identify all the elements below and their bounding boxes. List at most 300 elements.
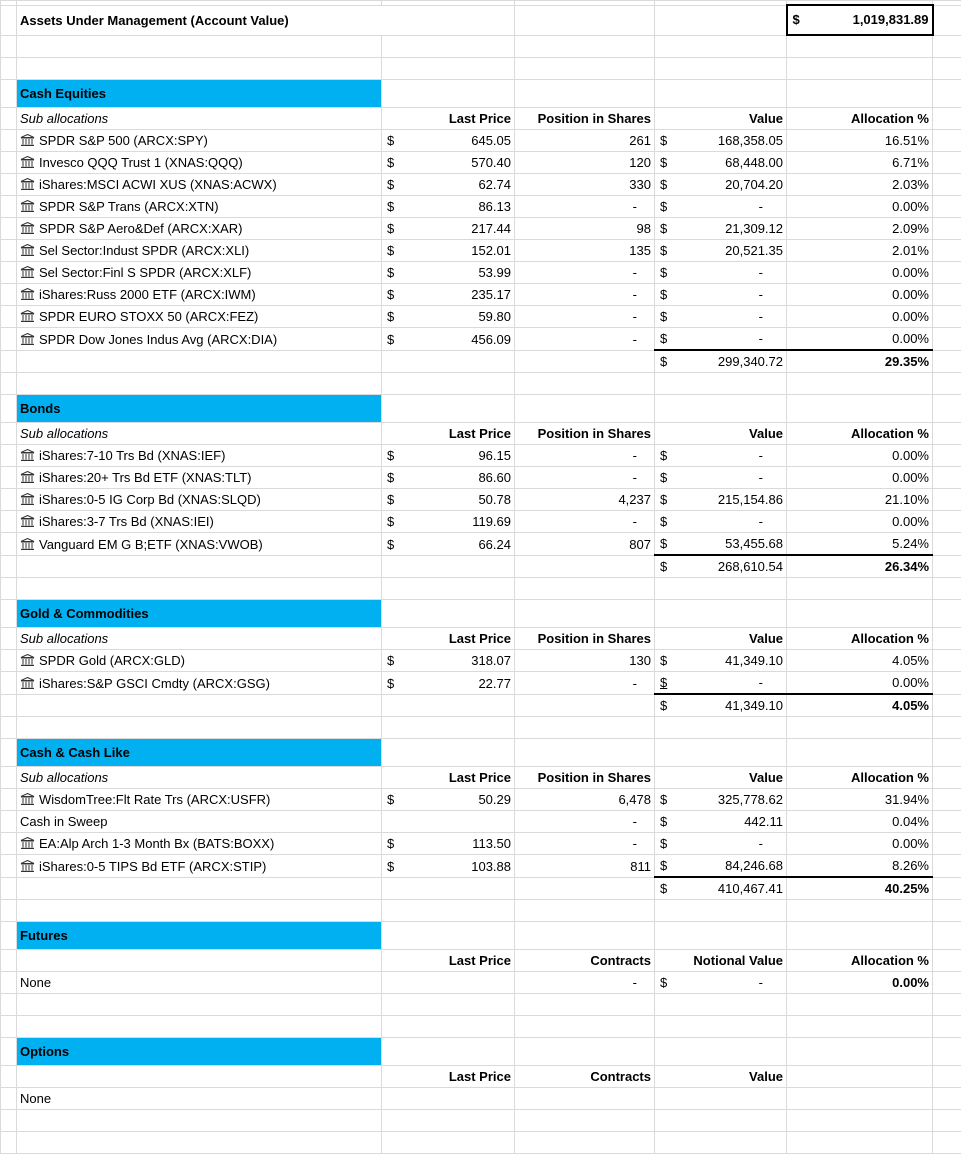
currency-symbol: $ bbox=[658, 196, 667, 217]
position-shares[interactable] bbox=[515, 174, 655, 196]
holding-name-cell[interactable] bbox=[17, 174, 382, 196]
allocation-pct[interactable]: 31.94% bbox=[787, 789, 933, 811]
holding-name-cell[interactable] bbox=[17, 328, 382, 351]
futures-contracts[interactable] bbox=[515, 972, 655, 994]
currency-symbol: $ bbox=[658, 262, 667, 283]
holding-row bbox=[1, 174, 961, 196]
holding-name: SPDR S&P Trans (ARCX:XTN) bbox=[39, 199, 219, 214]
section-total-row bbox=[1, 877, 961, 900]
position-shares[interactable] bbox=[515, 196, 655, 218]
currency-symbol: $ bbox=[658, 284, 667, 305]
holding-name-cell[interactable] bbox=[17, 262, 382, 284]
currency-symbol: $ bbox=[658, 351, 667, 372]
last-price[interactable] bbox=[382, 445, 515, 467]
allocation-pct[interactable]: 4.05% bbox=[787, 650, 933, 672]
section-total-value-value: 41,349.10 bbox=[725, 695, 783, 716]
position-shares-value: 811 bbox=[630, 859, 651, 874]
allocation-pct[interactable]: 0.00% bbox=[787, 328, 933, 351]
last-price[interactable] bbox=[382, 533, 515, 556]
currency-symbol: $ bbox=[385, 534, 394, 555]
section-total-value[interactable] bbox=[655, 350, 787, 373]
holding-value-value: - bbox=[759, 445, 783, 466]
section-title[interactable]: Options bbox=[17, 1038, 382, 1066]
position-shares[interactable] bbox=[515, 489, 655, 511]
currency-symbol: $ bbox=[385, 329, 394, 350]
holding-value[interactable] bbox=[655, 218, 787, 240]
col-header-allocation[interactable]: Allocation % bbox=[787, 423, 933, 445]
holding-name: SPDR S&P Aero&Def (ARCX:XAR) bbox=[39, 221, 243, 236]
currency-symbol: $ bbox=[658, 306, 667, 327]
bank-building-icon bbox=[20, 333, 35, 346]
holding-value[interactable] bbox=[655, 833, 787, 855]
holding-name-cell[interactable] bbox=[17, 467, 382, 489]
col-header-position[interactable]: Position in Shares bbox=[515, 108, 655, 130]
position-shares[interactable] bbox=[515, 811, 655, 833]
last-price[interactable] bbox=[382, 467, 515, 489]
section-total-row bbox=[1, 555, 961, 578]
holding-row bbox=[1, 833, 961, 855]
section-total-value-value: 299,340.72 bbox=[718, 351, 783, 372]
last-price-value: 22.77 bbox=[478, 673, 511, 694]
position-shares[interactable] bbox=[515, 467, 655, 489]
currency-symbol: $ bbox=[658, 130, 667, 151]
col-header-allocation[interactable]: Allocation % bbox=[787, 628, 933, 650]
position-shares[interactable] bbox=[515, 789, 655, 811]
allocation-pct[interactable]: 0.00% bbox=[787, 196, 933, 218]
bank-building-icon bbox=[20, 538, 35, 551]
position-shares[interactable] bbox=[515, 650, 655, 672]
last-price[interactable] bbox=[382, 789, 515, 811]
last-price[interactable] bbox=[382, 196, 515, 218]
last-price-value: 96.15 bbox=[478, 445, 511, 466]
section-header-cash_equities bbox=[1, 80, 961, 108]
last-price[interactable] bbox=[382, 240, 515, 262]
holding-value-value: 84,246.68 bbox=[725, 855, 783, 876]
currency-symbol: $ bbox=[791, 6, 800, 34]
holding-value-value: 20,704.20 bbox=[725, 174, 783, 195]
currency-symbol: $ bbox=[658, 533, 667, 554]
futures-notional[interactable] bbox=[655, 972, 787, 994]
last-price-value: 66.24 bbox=[478, 534, 511, 555]
holding-value[interactable] bbox=[655, 650, 787, 672]
col-header-last-price[interactable]: Last Price bbox=[382, 767, 515, 789]
holding-row bbox=[1, 328, 961, 351]
holding-name: Cash in Sweep bbox=[20, 814, 107, 829]
holding-name: Sel Sector:Indust SPDR (ARCX:XLI) bbox=[39, 243, 249, 258]
holding-value[interactable] bbox=[655, 240, 787, 262]
options-row bbox=[1, 1088, 961, 1110]
sub-allocations-label[interactable]: Sub allocations bbox=[17, 108, 382, 130]
holding-value[interactable] bbox=[655, 262, 787, 284]
position-shares[interactable] bbox=[515, 152, 655, 174]
holding-row bbox=[1, 262, 961, 284]
position-shares-value: 135 bbox=[629, 243, 651, 258]
position-shares[interactable] bbox=[515, 328, 655, 351]
section-header-futures bbox=[1, 922, 961, 950]
position-shares-value: - bbox=[633, 287, 651, 302]
currency-symbol: $ bbox=[658, 878, 667, 899]
section-total-row bbox=[1, 350, 961, 373]
last-price[interactable] bbox=[382, 672, 515, 695]
col-header-value[interactable]: Value bbox=[655, 108, 787, 130]
col-header-last-price[interactable]: Last Price bbox=[382, 1066, 515, 1088]
holding-value-value: 215,154.86 bbox=[718, 489, 783, 510]
last-price[interactable] bbox=[382, 174, 515, 196]
allocation-pct[interactable]: 0.04% bbox=[787, 811, 933, 833]
holding-value-value: 442.11 bbox=[744, 811, 783, 832]
futures-row bbox=[1, 972, 961, 994]
position-shares-value: - bbox=[633, 199, 651, 214]
position-shares-value: - bbox=[633, 470, 651, 485]
holding-row bbox=[1, 672, 961, 695]
holding-name: iShares:Russ 2000 ETF (ARCX:IWM) bbox=[39, 287, 256, 302]
col-header-contracts[interactable]: Contracts bbox=[515, 1066, 655, 1088]
holding-value-value: - bbox=[759, 284, 783, 305]
holding-name: Vanguard EM G B;ETF (XNAS:VWOB) bbox=[39, 537, 263, 552]
holding-name: EA:Alp Arch 1-3 Month Bx (BATS:BOXX) bbox=[39, 836, 274, 851]
col-header-position[interactable]: Position in Shares bbox=[515, 767, 655, 789]
section-title[interactable]: Futures bbox=[17, 922, 382, 950]
holding-value-value: - bbox=[759, 262, 783, 283]
last-price-value: 570.40 bbox=[471, 152, 511, 173]
position-shares[interactable] bbox=[515, 218, 655, 240]
allocation-pct[interactable]: 0.00% bbox=[787, 833, 933, 855]
col-header-last-price[interactable]: Last Price bbox=[382, 628, 515, 650]
position-shares[interactable] bbox=[515, 240, 655, 262]
sub-allocations-label[interactable]: Sub allocations bbox=[17, 767, 382, 789]
holding-name: iShares:MSCI ACWI XUS (XNAS:ACWX) bbox=[39, 177, 277, 192]
column-header-row bbox=[1, 767, 961, 789]
last-price-value: 456.09 bbox=[471, 329, 511, 350]
last-price-value: 113.50 bbox=[472, 833, 511, 854]
holding-value-value: - bbox=[759, 833, 783, 854]
bank-building-icon bbox=[20, 471, 35, 484]
col-header-allocation[interactable]: Allocation % bbox=[787, 767, 933, 789]
section-header-options bbox=[1, 1038, 961, 1066]
section-total-allocation[interactable]: 29.35% bbox=[787, 350, 933, 373]
section-title[interactable]: Bonds bbox=[17, 395, 382, 423]
holding-row bbox=[1, 489, 961, 511]
last-price[interactable] bbox=[382, 130, 515, 152]
holding-name: iShares:0-5 TIPS Bd ETF (ARCX:STIP) bbox=[39, 859, 266, 874]
last-price[interactable] bbox=[382, 511, 515, 533]
bank-building-icon bbox=[20, 222, 35, 235]
position-shares[interactable] bbox=[515, 855, 655, 878]
column-header-row bbox=[1, 950, 961, 972]
allocation-pct[interactable]: 5.24% bbox=[787, 533, 933, 556]
holding-name-cell[interactable] bbox=[17, 672, 382, 695]
holding-value[interactable] bbox=[655, 174, 787, 196]
bank-building-icon bbox=[20, 178, 35, 191]
sub-allocations-label[interactable]: Sub allocations bbox=[17, 628, 382, 650]
holding-name-cell[interactable] bbox=[17, 533, 382, 556]
bank-building-icon bbox=[20, 515, 35, 528]
holding-row bbox=[1, 855, 961, 878]
currency-symbol: $ bbox=[385, 489, 394, 510]
holding-name-cell[interactable] bbox=[17, 218, 382, 240]
section-total-value[interactable] bbox=[655, 877, 787, 900]
currency-symbol: $ bbox=[658, 695, 667, 716]
bank-building-icon bbox=[20, 493, 35, 506]
holding-row bbox=[1, 306, 961, 328]
position-shares-value: 330 bbox=[629, 177, 651, 192]
col-header-notional[interactable]: Notional Value bbox=[655, 950, 787, 972]
holding-name-cell[interactable] bbox=[17, 240, 382, 262]
currency-symbol: $ bbox=[385, 130, 394, 151]
holding-value[interactable] bbox=[655, 855, 787, 878]
holding-value[interactable] bbox=[655, 789, 787, 811]
sub-allocations-label[interactable]: Sub allocations bbox=[17, 423, 382, 445]
allocation-pct[interactable]: 6.71% bbox=[787, 152, 933, 174]
last-price[interactable] bbox=[382, 284, 515, 306]
holding-name: WisdomTree:Flt Rate Trs (ARCX:USFR) bbox=[39, 792, 270, 807]
holding-value[interactable] bbox=[655, 306, 787, 328]
holding-name: iShares:0-5 IG Corp Bd (XNAS:SLQD) bbox=[39, 492, 261, 507]
allocation-pct[interactable]: 0.00% bbox=[787, 467, 933, 489]
last-price[interactable] bbox=[382, 855, 515, 878]
bank-building-icon bbox=[20, 449, 35, 462]
holding-value-value: 68,448.00 bbox=[725, 152, 783, 173]
futures-none-label[interactable]: None bbox=[17, 972, 382, 994]
holding-name-cell[interactable] bbox=[17, 833, 382, 855]
position-shares[interactable] bbox=[515, 284, 655, 306]
bank-building-icon bbox=[20, 793, 35, 806]
allocation-pct[interactable]: 2.09% bbox=[787, 218, 933, 240]
allocation-pct[interactable]: 21.10% bbox=[787, 489, 933, 511]
last-price[interactable] bbox=[382, 489, 515, 511]
allocation-pct[interactable]: 2.03% bbox=[787, 174, 933, 196]
currency-symbol: $ bbox=[658, 972, 667, 993]
currency-symbol: $ bbox=[658, 218, 667, 239]
last-price-value: 152.01 bbox=[471, 240, 511, 261]
currency-symbol: $ bbox=[385, 789, 394, 810]
holding-value[interactable] bbox=[655, 196, 787, 218]
position-shares-value: 6,478 bbox=[618, 792, 651, 807]
currency-symbol: $ bbox=[385, 174, 394, 195]
col-header-value[interactable]: Value bbox=[655, 423, 787, 445]
section-title[interactable]: Cash & Cash Like bbox=[17, 739, 382, 767]
holding-row bbox=[1, 650, 961, 672]
section-title[interactable]: Gold & Commodities bbox=[17, 600, 382, 628]
holding-name: iShares:3-7 Trs Bd (XNAS:IEI) bbox=[39, 514, 214, 529]
holding-name-cell[interactable] bbox=[17, 811, 382, 833]
allocation-pct[interactable]: 16.51% bbox=[787, 130, 933, 152]
holding-name-cell[interactable] bbox=[17, 511, 382, 533]
allocation-pct[interactable]: 0.00% bbox=[787, 262, 933, 284]
col-header-last-price[interactable]: Last Price bbox=[382, 108, 515, 130]
holding-name-cell[interactable] bbox=[17, 855, 382, 878]
page-title[interactable]: Assets Under Management (Account Value) bbox=[17, 5, 515, 35]
allocation-pct[interactable]: 0.00% bbox=[787, 672, 933, 695]
holding-value[interactable] bbox=[655, 467, 787, 489]
col-header-last-price[interactable]: Last Price bbox=[382, 950, 515, 972]
holding-value-value: - bbox=[759, 672, 783, 693]
currency-symbol: $ bbox=[385, 856, 394, 877]
position-shares[interactable] bbox=[515, 533, 655, 556]
holding-value[interactable] bbox=[655, 511, 787, 533]
section-title[interactable]: Cash Equities bbox=[17, 80, 382, 108]
holding-value-value: - bbox=[759, 306, 783, 327]
last-price[interactable] bbox=[382, 306, 515, 328]
holding-value[interactable] bbox=[655, 533, 787, 556]
position-shares-value: 807 bbox=[629, 537, 651, 552]
last-price-value: 645.05 bbox=[471, 130, 511, 151]
last-price-value: 86.60 bbox=[478, 467, 511, 488]
holding-name-cell[interactable] bbox=[17, 489, 382, 511]
allocation-pct[interactable]: 2.01% bbox=[787, 240, 933, 262]
holding-value[interactable] bbox=[655, 811, 787, 833]
holding-row bbox=[1, 196, 961, 218]
holding-value-value: - bbox=[759, 196, 783, 217]
section-total-allocation[interactable]: 4.05% bbox=[787, 694, 933, 717]
section-total-value[interactable] bbox=[655, 694, 787, 717]
last-price[interactable] bbox=[382, 152, 515, 174]
currency-symbol: $ bbox=[658, 650, 667, 671]
holding-row bbox=[1, 240, 961, 262]
allocation-pct[interactable]: 0.00% bbox=[787, 445, 933, 467]
holding-value[interactable] bbox=[655, 672, 787, 695]
holding-name-cell[interactable] bbox=[17, 130, 382, 152]
section-total-value[interactable] bbox=[655, 555, 787, 578]
column-header-row bbox=[1, 423, 961, 445]
position-shares[interactable] bbox=[515, 130, 655, 152]
bank-building-icon bbox=[20, 860, 35, 873]
last-price[interactable] bbox=[382, 328, 515, 351]
holding-row bbox=[1, 130, 961, 152]
col-header-value[interactable]: Value bbox=[655, 1066, 787, 1088]
holding-name: Sel Sector:Finl S SPDR (ARCX:XLF) bbox=[39, 265, 251, 280]
holding-name: Invesco QQQ Trust 1 (XNAS:QQQ) bbox=[39, 155, 243, 170]
position-shares-value: 130 bbox=[629, 653, 651, 668]
holding-row bbox=[1, 533, 961, 556]
holding-name-cell[interactable] bbox=[17, 789, 382, 811]
position-shares[interactable] bbox=[515, 833, 655, 855]
last-price-value: 53.99 bbox=[478, 262, 511, 283]
col-header-value[interactable]: Value bbox=[655, 767, 787, 789]
allocation-pct[interactable]: 8.26% bbox=[787, 855, 933, 878]
currency-symbol: $ bbox=[658, 789, 667, 810]
position-shares[interactable] bbox=[515, 306, 655, 328]
holding-name-cell[interactable] bbox=[17, 306, 382, 328]
futures-contracts-value: - bbox=[633, 975, 651, 990]
position-shares-value: 4,237 bbox=[618, 492, 651, 507]
currency-symbol: $ bbox=[385, 673, 394, 694]
col-header-allocation[interactable]: Allocation % bbox=[787, 108, 933, 130]
last-price[interactable] bbox=[382, 811, 515, 833]
holding-value-value: 41,349.10 bbox=[725, 650, 783, 671]
position-shares[interactable] bbox=[515, 262, 655, 284]
allocation-pct[interactable]: 0.00% bbox=[787, 306, 933, 328]
bank-building-icon bbox=[20, 244, 35, 257]
currency-symbol: $ bbox=[385, 152, 394, 173]
last-price-value: 62.74 bbox=[478, 174, 511, 195]
holding-value-value: 21,309.12 bbox=[725, 218, 783, 239]
last-price-value: 103.88 bbox=[471, 856, 511, 877]
allocation-pct[interactable]: 0.00% bbox=[787, 284, 933, 306]
position-shares[interactable] bbox=[515, 672, 655, 695]
section-total-allocation[interactable]: 26.34% bbox=[787, 555, 933, 578]
currency-symbol: $ bbox=[385, 284, 394, 305]
currency-symbol: $ bbox=[658, 833, 667, 854]
last-price[interactable] bbox=[382, 650, 515, 672]
holding-value[interactable] bbox=[655, 130, 787, 152]
column-header-row bbox=[1, 628, 961, 650]
holding-row bbox=[1, 789, 961, 811]
last-price-value: 217.44 bbox=[471, 218, 511, 239]
holding-value[interactable] bbox=[655, 489, 787, 511]
last-price[interactable] bbox=[382, 833, 515, 855]
col-header-contracts[interactable]: Contracts bbox=[515, 950, 655, 972]
section-total-row bbox=[1, 694, 961, 717]
column-header-row bbox=[1, 108, 961, 130]
last-price[interactable] bbox=[382, 218, 515, 240]
position-shares[interactable] bbox=[515, 511, 655, 533]
holding-name-cell[interactable] bbox=[17, 152, 382, 174]
last-price[interactable] bbox=[382, 262, 515, 284]
holding-value-value: 20,521.35 bbox=[725, 240, 783, 261]
bank-building-icon bbox=[20, 156, 35, 169]
holding-value[interactable] bbox=[655, 445, 787, 467]
holding-name-cell[interactable] bbox=[17, 284, 382, 306]
holding-value-value: - bbox=[759, 467, 783, 488]
position-shares-value: 98 bbox=[637, 221, 651, 236]
holding-name-cell[interactable] bbox=[17, 650, 382, 672]
currency-symbol: $ bbox=[658, 672, 667, 693]
currency-symbol: $ bbox=[658, 511, 667, 532]
col-header-allocation[interactable]: Allocation % bbox=[787, 950, 933, 972]
holding-row bbox=[1, 152, 961, 174]
last-price-value: 50.78 bbox=[478, 489, 511, 510]
currency-symbol: $ bbox=[385, 196, 394, 217]
position-shares-value: - bbox=[633, 514, 651, 529]
bank-building-icon bbox=[20, 266, 35, 279]
holding-name-cell[interactable] bbox=[17, 196, 382, 218]
section-total-value-value: 410,467.41 bbox=[718, 878, 783, 899]
holding-name: iShares:7-10 Trs Bd (XNAS:IEF) bbox=[39, 448, 225, 463]
futures-allocation[interactable]: 0.00% bbox=[787, 972, 933, 994]
currency-symbol: $ bbox=[658, 489, 667, 510]
holding-value-value: 168,358.05 bbox=[718, 130, 783, 151]
holding-value[interactable] bbox=[655, 328, 787, 351]
currency-symbol: $ bbox=[385, 511, 394, 532]
holding-name-cell[interactable] bbox=[17, 445, 382, 467]
col-header-last-price[interactable]: Last Price bbox=[382, 423, 515, 445]
allocation-pct[interactable]: 0.00% bbox=[787, 511, 933, 533]
section-total-value-value: 268,610.54 bbox=[718, 556, 783, 577]
holding-value[interactable] bbox=[655, 152, 787, 174]
bank-building-icon bbox=[20, 134, 35, 147]
aum-total-cell[interactable] bbox=[787, 5, 933, 35]
position-shares[interactable] bbox=[515, 445, 655, 467]
currency-symbol: $ bbox=[385, 240, 394, 261]
section-total-allocation[interactable]: 40.25% bbox=[787, 877, 933, 900]
holding-name: SPDR S&P 500 (ARCX:SPY) bbox=[39, 133, 208, 148]
holding-value[interactable] bbox=[655, 284, 787, 306]
position-shares-value: - bbox=[633, 814, 651, 829]
last-price-value: 119.69 bbox=[472, 511, 511, 532]
section-header-bonds bbox=[1, 395, 961, 423]
position-shares-value: 120 bbox=[629, 155, 651, 170]
holding-value-value: 325,778.62 bbox=[718, 789, 783, 810]
bank-building-icon bbox=[20, 310, 35, 323]
holding-row bbox=[1, 511, 961, 533]
col-header-value[interactable]: Value bbox=[655, 628, 787, 650]
col-header-position[interactable]: Position in Shares bbox=[515, 628, 655, 650]
col-header-position[interactable]: Position in Shares bbox=[515, 423, 655, 445]
bank-building-icon bbox=[20, 837, 35, 850]
holding-name: iShares:20+ Trs Bd ETF (XNAS:TLT) bbox=[39, 470, 252, 485]
options-none-label[interactable]: None bbox=[17, 1088, 382, 1110]
